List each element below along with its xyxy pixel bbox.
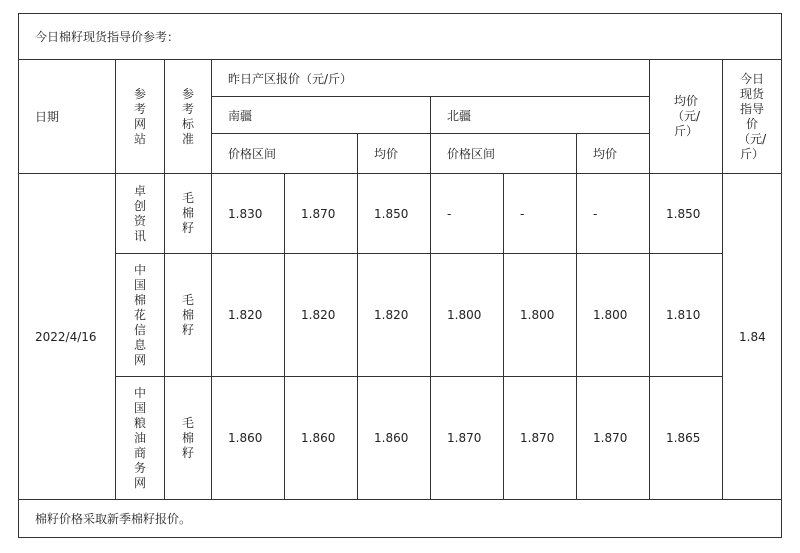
row-avg: 1.850 (650, 174, 723, 254)
row-avg: 1.865 (650, 377, 723, 500)
south-low: 1.830 (212, 174, 285, 254)
header-avg-price: 均价（元/斤） (650, 60, 723, 174)
today-price-value: 1.84 (723, 174, 782, 500)
south-low: 1.860 (212, 377, 285, 500)
north-high: 1.800 (504, 254, 577, 377)
south-avg: 1.850 (358, 174, 431, 254)
header-north-avg: 均价 (577, 134, 650, 174)
north-high: 1.870 (504, 377, 577, 500)
row-standard: 毛棉籽 (165, 174, 212, 254)
table-title: 今日棉籽现货指导价参考： (19, 14, 782, 60)
row-standard: 毛棉籽 (165, 377, 212, 500)
row-site: 中国粮油商务网 (116, 377, 165, 500)
footnote: 棉籽价格采取新季棉籽报价。 (19, 500, 782, 538)
north-avg: 1.800 (577, 254, 650, 377)
north-high: - (504, 174, 577, 254)
north-low: 1.800 (431, 254, 504, 377)
header-north: 北疆 (431, 97, 650, 134)
header-south-avg: 均价 (358, 134, 431, 174)
south-avg: 1.820 (358, 254, 431, 377)
header-yesterday: 昨日产区报价（元/斤） (212, 60, 650, 97)
header-standard: 参考标准 (165, 60, 212, 174)
north-avg: - (577, 174, 650, 254)
south-high: 1.870 (285, 174, 358, 254)
south-avg: 1.860 (358, 377, 431, 500)
south-high: 1.860 (285, 377, 358, 500)
header-date: 日期 (19, 60, 116, 174)
north-avg: 1.870 (577, 377, 650, 500)
header-today-price: 今日现货指导价（元/斤） (723, 60, 782, 174)
price-table (18, 13, 782, 538)
south-high: 1.820 (285, 254, 358, 377)
north-low: - (431, 174, 504, 254)
date-cell: 2022/4/16 (19, 174, 116, 500)
row-avg: 1.810 (650, 254, 723, 377)
header-site: 参考网站 (116, 60, 165, 174)
row-site: 卓创资讯 (116, 174, 165, 254)
header-north-range: 价格区间 (431, 134, 577, 174)
row-standard: 毛棉籽 (165, 254, 212, 377)
south-low: 1.820 (212, 254, 285, 377)
header-south-range: 价格区间 (212, 134, 358, 174)
north-low: 1.870 (431, 377, 504, 500)
row-site: 中国棉花信息网 (116, 254, 165, 377)
header-south: 南疆 (212, 97, 431, 134)
